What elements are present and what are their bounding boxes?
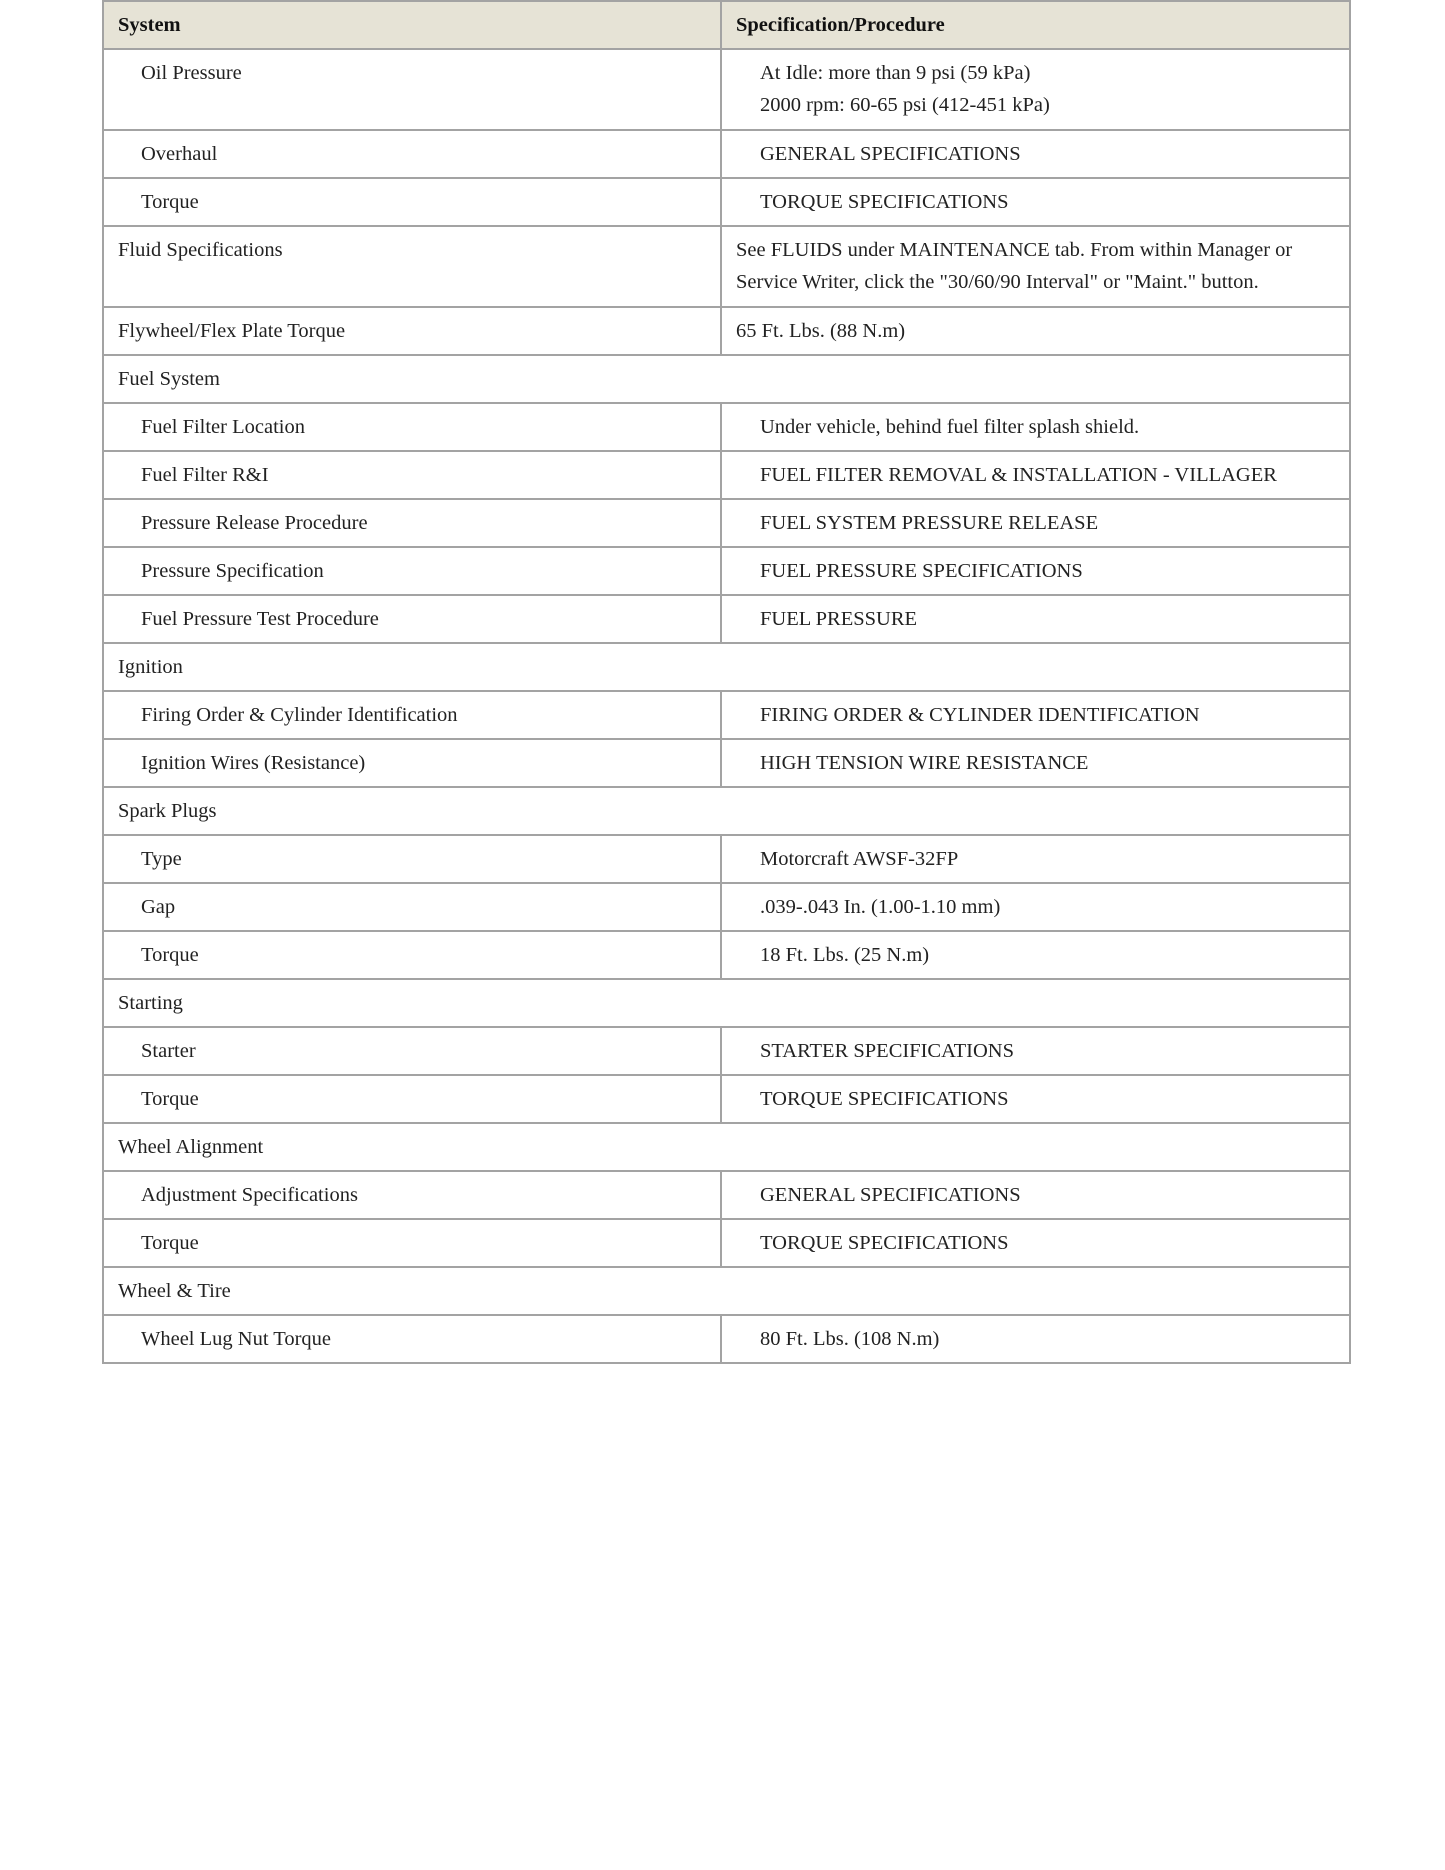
section-heading: Wheel & Tire — [103, 1267, 1350, 1315]
system-cell: Fuel Filter Location — [103, 403, 721, 451]
spec-cell: .039-.043 In. (1.00-1.10 mm) — [721, 883, 1350, 931]
spec-cell — [721, 226, 1350, 307]
table-row — [103, 499, 1350, 547]
section-row — [103, 979, 1350, 1027]
table-row — [103, 547, 1350, 595]
spec-cell: GENERAL SPECIFICATIONS — [721, 1171, 1350, 1219]
spec-cell: FIRING ORDER & CYLINDER IDENTIFICATION — [721, 691, 1350, 739]
spec-cell: HIGH TENSION WIRE RESISTANCE — [721, 739, 1350, 787]
table-row — [103, 403, 1350, 451]
system-cell: Torque — [103, 1219, 721, 1267]
header-spec: Specification/Procedure — [721, 1, 1350, 49]
section-row — [103, 1123, 1350, 1171]
system-cell: Fluid Specifications — [103, 226, 721, 307]
spec-cell: 18 Ft. Lbs. (25 N.m) — [721, 931, 1350, 979]
system-cell: Flywheel/Flex Plate Torque — [103, 307, 721, 355]
header-system: System — [103, 1, 721, 49]
table-row — [103, 1027, 1350, 1075]
table-row — [103, 1171, 1350, 1219]
system-cell: Pressure Specification — [103, 547, 721, 595]
spec-cell: TORQUE SPECIFICATIONS — [721, 1219, 1350, 1267]
spec-table — [102, 0, 1351, 1364]
table-row — [103, 49, 1350, 130]
table-row — [103, 883, 1350, 931]
spec-cell — [721, 49, 1350, 130]
table-row — [103, 451, 1350, 499]
section-heading: Fuel System — [103, 355, 1350, 403]
system-cell: Torque — [103, 178, 721, 226]
table-row — [103, 307, 1350, 355]
table-row — [103, 931, 1350, 979]
table-row — [103, 835, 1350, 883]
spec-line: See FLUIDS under MAINTENANCE tab. From within Manager or — [736, 239, 1293, 261]
system-cell: Starter — [103, 1027, 721, 1075]
system-cell: Fuel Filter R&I — [103, 451, 721, 499]
spec-cell: 80 Ft. Lbs. (108 N.m) — [721, 1315, 1350, 1363]
section-heading: Wheel Alignment — [103, 1123, 1350, 1171]
section-heading: Spark Plugs — [103, 787, 1350, 835]
section-heading: Ignition — [103, 643, 1350, 691]
section-row — [103, 643, 1350, 691]
system-cell: Gap — [103, 883, 721, 931]
table-row — [103, 226, 1350, 307]
table-row — [103, 1219, 1350, 1267]
table-row — [103, 691, 1350, 739]
section-row — [103, 787, 1350, 835]
system-cell: Fuel Pressure Test Procedure — [103, 595, 721, 643]
spec-cell: 65 Ft. Lbs. (88 N.m) — [721, 307, 1350, 355]
table-row — [103, 130, 1350, 178]
spec-cell: STARTER SPECIFICATIONS — [721, 1027, 1350, 1075]
spec-cell: FUEL PRESSURE SPECIFICATIONS — [721, 547, 1350, 595]
system-cell: Type — [103, 835, 721, 883]
spec-cell: TORQUE SPECIFICATIONS — [721, 1075, 1350, 1123]
table-row — [103, 595, 1350, 643]
section-heading: Starting — [103, 979, 1350, 1027]
spec-line: At Idle: more than 9 psi (59 kPa) — [760, 62, 1031, 84]
spec-line: 2000 rpm: 60-65 psi (412-451 kPa) — [760, 94, 1050, 116]
system-cell: Wheel Lug Nut Torque — [103, 1315, 721, 1363]
section-row — [103, 355, 1350, 403]
table-row — [103, 739, 1350, 787]
spec-cell: FUEL SYSTEM PRESSURE RELEASE — [721, 499, 1350, 547]
spec-cell: Motorcraft AWSF-32FP — [721, 835, 1350, 883]
spec-cell: FUEL PRESSURE — [721, 595, 1350, 643]
header-row — [103, 1, 1350, 49]
system-cell: Adjustment Specifications — [103, 1171, 721, 1219]
spec-cell: FUEL FILTER REMOVAL & INSTALLATION - VILLAGER — [721, 451, 1350, 499]
system-cell: Torque — [103, 931, 721, 979]
spec-cell: Under vehicle, behind fuel filter splash shield. — [721, 403, 1350, 451]
spec-cell: GENERAL SPECIFICATIONS — [721, 130, 1350, 178]
table-row — [103, 1075, 1350, 1123]
system-cell: Ignition Wires (Resistance) — [103, 739, 721, 787]
table-row — [103, 178, 1350, 226]
spec-line: Service Writer, click the "30/60/90 Interval" or "Maint." button. — [736, 271, 1259, 293]
spec-cell: TORQUE SPECIFICATIONS — [721, 178, 1350, 226]
system-cell: Overhaul — [103, 130, 721, 178]
system-cell: Pressure Release Procedure — [103, 499, 721, 547]
section-row — [103, 1267, 1350, 1315]
table-row — [103, 1315, 1350, 1363]
system-cell: Oil Pressure — [103, 49, 721, 130]
system-cell: Torque — [103, 1075, 721, 1123]
system-cell: Firing Order & Cylinder Identification — [103, 691, 721, 739]
